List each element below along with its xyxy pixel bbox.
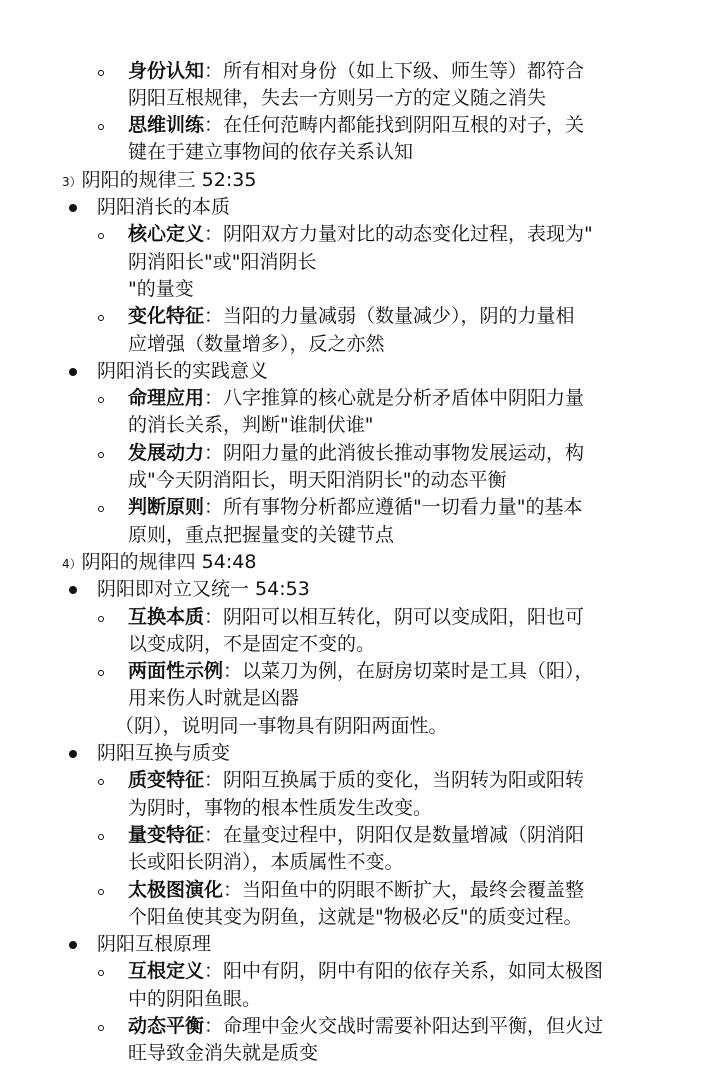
section-number: 3） [62, 174, 82, 189]
bullet-item [97, 576, 310, 603]
line-text: 阴阳消长的本质 [97, 196, 231, 218]
hollow-bullet-icon [98, 124, 104, 130]
term-label: 身份认知 [128, 59, 205, 82]
term-label: 互换本质 [128, 605, 205, 628]
continuation-line [115, 713, 448, 740]
hollow-bullet-icon [98, 616, 104, 622]
section-heading [62, 167, 256, 196]
line-text: ：以菜刀为例，在厨房切菜时是工具（阳）， [223, 660, 594, 683]
line-text: 旺导致金消失就是质变 [128, 1042, 319, 1065]
line-text: 的消长关系，判断"谁制伏谁" [128, 414, 374, 437]
continuation-line [128, 631, 375, 658]
hollow-bullet-icon [98, 670, 104, 676]
hollow-bullet-icon [98, 315, 104, 321]
term-label: 量变特征 [128, 823, 205, 846]
sub-bullet-item [128, 1013, 603, 1040]
continuation-line [128, 249, 316, 276]
line-text: ：阴阳可以相互转化，阴可以变成阳，阳也可 [204, 605, 585, 628]
hollow-bullet-icon [98, 779, 104, 785]
hollow-bullet-icon [98, 233, 104, 239]
hollow-bullet-icon [98, 506, 104, 512]
line-text: ：所有相对身份（如上下级、师生等）都符合 [204, 59, 585, 82]
line-text: 阴阳的规律三 52:35 [81, 168, 257, 191]
bullet-item [97, 931, 211, 958]
hollow-bullet-icon [98, 70, 104, 76]
sub-bullet-item [128, 440, 584, 467]
line-text: 为阴时，事物的根本性质发生改变。 [128, 796, 433, 819]
line-text: ：在任何范畴内都能找到阴阳互根的对子，关 [204, 114, 585, 137]
section-heading [62, 549, 256, 578]
term-label: 两面性示例 [128, 660, 224, 683]
line-text: ：八字推算的核心就是分析矛盾体中阴阳力量 [204, 387, 585, 410]
line-text: 以变成阴，不是固定不变的。 [128, 632, 376, 655]
bullet-dot-icon [69, 586, 77, 594]
line-text: ：阴阳双方力量对比的动态变化过程，表现为" [204, 223, 593, 246]
sub-bullet-item [128, 494, 583, 521]
bullet-dot-icon [69, 368, 77, 376]
hollow-bullet-icon [98, 1025, 104, 1031]
continuation-line [128, 685, 299, 712]
continuation-line [128, 986, 261, 1013]
term-label: 核心定义 [128, 223, 205, 246]
bullet-dot-icon [69, 204, 77, 212]
line-text: 中的阴阳鱼眼。 [128, 987, 262, 1010]
line-text: 原则，重点把握量变的关键节点 [128, 523, 395, 546]
continuation-line [128, 795, 432, 822]
sub-bullet-item [128, 958, 603, 985]
line-text: ：当阳的力量减弱（数量减少），阴的力量相 [204, 305, 575, 328]
term-label: 命理应用 [128, 387, 205, 410]
sub-bullet-item [128, 822, 584, 849]
term-label: 思维训练 [128, 114, 205, 137]
bullet-dot-icon [69, 750, 77, 758]
line-text: 个阳鱼使其变为阴鱼，这就是"物极必反"的质变过程。 [128, 905, 583, 928]
term-label: 判断原则 [128, 496, 205, 519]
line-text: 应增强（数量增多），反之亦然 [128, 332, 385, 355]
line-text: ：在量变过程中，阴阳仅是数量增减（阴消阳 [204, 823, 585, 846]
hollow-bullet-icon [98, 397, 104, 403]
bullet-item [97, 358, 268, 385]
continuation-line [128, 1040, 318, 1067]
bullet-dot-icon [69, 941, 77, 949]
line-text: 键在于建立事物间的依存关系认知 [128, 141, 414, 164]
continuation-line [128, 412, 373, 439]
line-text: ：阳中有阴，阴中有阳的依存关系，如同太极图 [204, 960, 604, 983]
line-text: 用来伤人时就是凶器 [128, 687, 300, 710]
continuation-line [128, 467, 506, 494]
line-text: 阴阳互根规律，失去一方则另一方的定义随之消失 [128, 86, 547, 109]
line-text: 阴阳互根原理 [97, 933, 212, 956]
line-text: ：阴阳力量的此消彼长推动事物发展运动，构 [204, 441, 585, 464]
continuation-line [128, 849, 404, 876]
sub-bullet-item [128, 58, 584, 85]
line-text: （阴），说明同一事物具有阴阳两面性。 [115, 714, 448, 737]
term-label: 变化特征 [128, 305, 205, 328]
sub-bullet-item [128, 221, 593, 248]
term-label: 互根定义 [128, 960, 205, 983]
line-text: 阴阳即对立又统一 54:53 [97, 578, 310, 601]
continuation-line [128, 522, 394, 549]
continuation-line [128, 85, 546, 112]
line-text: ：阴阳互换属于质的变化，当阴转为阳或阳转 [204, 769, 585, 792]
term-label: 质变特征 [128, 769, 205, 792]
continuation-line [128, 276, 194, 303]
sub-bullet-item [128, 604, 584, 631]
section-number: 4） [62, 556, 82, 571]
term-label: 发展动力 [128, 441, 205, 464]
bullet-item [97, 194, 230, 221]
term-label: 动态平衡 [128, 1015, 205, 1037]
hollow-bullet-icon [98, 452, 104, 458]
line-text: ：命理中金火交战时需要补阳达到平衡，但火过 [204, 1015, 604, 1037]
sub-bullet-item [128, 767, 584, 794]
line-text: 阴阳消长的实践意义 [97, 359, 269, 382]
bullet-item [97, 740, 230, 767]
line-text: 阴阳互换与质变 [97, 742, 231, 764]
hollow-bullet-icon [98, 970, 104, 976]
sub-bullet-item [128, 658, 594, 685]
line-text: 阴消阳长"或"阳消阴长 [128, 250, 317, 273]
line-text: 阴阳的规律四 54:48 [81, 550, 257, 573]
line-text: ：所有事物分析都应遵循"一切看力量"的基本 [204, 496, 583, 519]
continuation-line [128, 904, 582, 931]
continuation-line [128, 139, 413, 166]
line-text: ：当阳鱼中的阴眼不断扩大，最终会覆盖整 [223, 878, 585, 901]
hollow-bullet-icon [98, 834, 104, 840]
sub-bullet-item [128, 385, 584, 412]
line-text: 成"今天阴消阳长，明天阳消阴长"的动态平衡 [128, 469, 507, 491]
sub-bullet-item [128, 112, 584, 139]
sub-bullet-item [128, 303, 575, 330]
sub-bullet-item [128, 877, 584, 904]
term-label: 太极图演化 [128, 878, 224, 901]
line-text: "的量变 [128, 277, 194, 300]
hollow-bullet-icon [98, 889, 104, 895]
line-text: 长或阳长阴消），本质属性不变。 [128, 851, 404, 874]
continuation-line [128, 331, 385, 358]
